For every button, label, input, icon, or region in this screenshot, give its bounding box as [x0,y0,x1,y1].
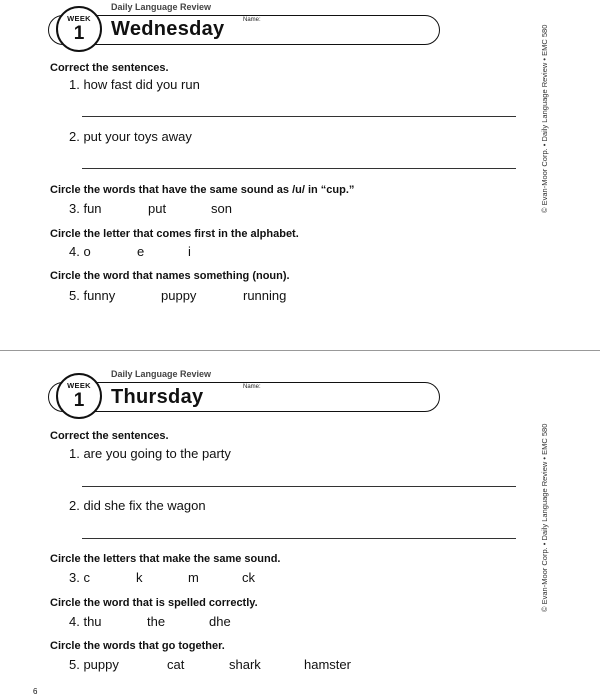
choice-word[interactable]: cat [167,657,185,672]
answer-line[interactable] [82,116,516,117]
instruction-circle-together: Circle the words that go together. [50,640,225,652]
item-2: 2. did she fix the wagon [69,498,206,513]
choice-letter[interactable]: e [137,244,145,259]
instruction-circle-letter: Circle the letter that comes first in the alphabet. [50,228,299,240]
week-badge [56,373,102,419]
item-5[interactable]: 5. puppy [69,657,119,672]
week-number: 1 [73,23,85,44]
answer-line[interactable] [82,486,516,487]
choice-word[interactable]: dhe [209,614,231,629]
name-field-label: Name: [243,17,261,23]
page-number: 6 [33,687,38,696]
week-label: WEEK [67,14,91,23]
answer-line[interactable] [82,168,516,169]
choice-letter[interactable]: ck [242,570,255,585]
instruction-circle-sound: Circle the words that have the same sound as /u/ in “cup.” [50,184,355,196]
choice-word[interactable]: the [147,614,166,629]
series-title: Daily Language Review [111,369,212,379]
series-title: Daily Language Review [111,2,212,12]
choice-letter[interactable]: k [136,570,143,585]
item-1: 1. how fast did you run [69,77,200,92]
instruction-circle-noun: Circle the word that names something (noun). [50,270,290,282]
week-number: 1 [73,390,85,411]
name-field-label: Name: [243,384,261,390]
item-2: 2. put your toys away [69,129,192,144]
answer-line[interactable] [82,538,516,539]
item-3[interactable]: 3. c [69,570,90,585]
choice-word[interactable]: shark [229,657,261,672]
week-badge [56,6,102,52]
item-1: 1. are you going to the party [69,446,231,461]
item-4[interactable]: 4. thu [69,614,102,629]
copyright-side-text: © Evan-Moor Corp. • Daily Language Review • EMC 580 [540,24,549,213]
instruction-correct: Correct the sentences. [50,430,169,442]
page-divider [0,350,600,351]
item-3[interactable]: 3. fun [69,201,102,216]
instruction-correct: Correct the sentences. [50,62,169,74]
week-label: WEEK [67,381,91,390]
choice-word[interactable]: put [148,201,167,216]
day-title: Wednesday [111,18,225,40]
choice-word[interactable]: son [211,201,232,216]
item-5[interactable]: 5. funny [69,288,116,303]
choice-word[interactable]: hamster [304,657,351,672]
instruction-circle-spelling: Circle the word that is spelled correctly. [50,597,258,609]
choice-letter[interactable]: i [188,244,191,259]
day-title: Thursday [111,386,204,408]
copyright-side-text: © Evan-Moor Corp. • Daily Language Review • EMC 580 [540,423,549,612]
instruction-circle-letters: Circle the letters that make the same sound. [50,553,281,565]
choice-letter[interactable]: m [188,570,199,585]
item-4[interactable]: 4. o [69,244,91,259]
choice-word[interactable]: running [243,288,287,303]
choice-word[interactable]: puppy [161,288,197,303]
